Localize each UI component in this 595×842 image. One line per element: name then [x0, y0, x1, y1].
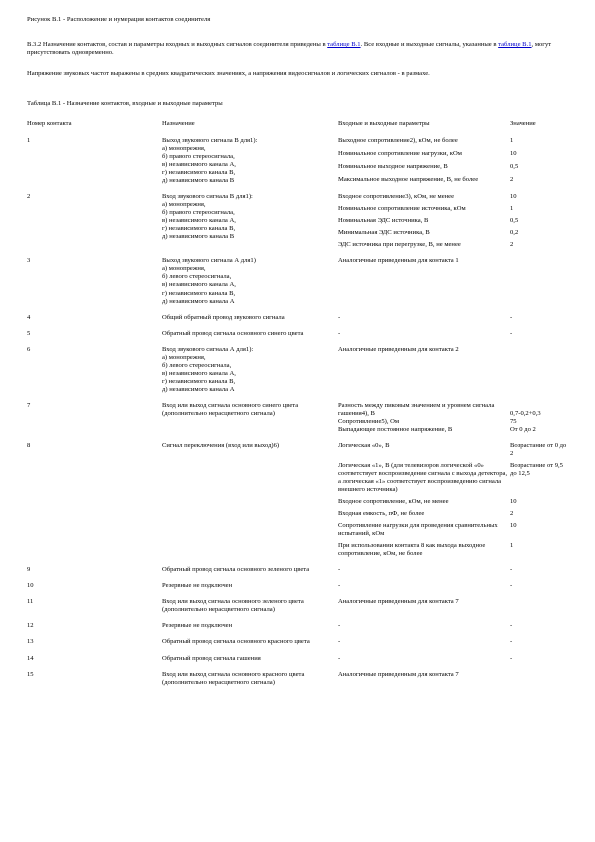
table-row [27, 598, 573, 622]
parameter-value: 10 [510, 193, 517, 201]
contact-purpose: Сигнал переключения (вход или выход)6) [162, 441, 280, 449]
parameter-value: 10 [510, 150, 517, 157]
parameter-value: 0,7-0,2+0,3 75 От 0 до 2 [510, 409, 541, 433]
parameter-name: - [338, 313, 341, 321]
contact-number: 6 [27, 345, 31, 353]
parameter-name: ЭДС источника при перегрузке, В, не менее [338, 241, 461, 249]
contact-purpose: Обратный провод сигнала основного зеленого цвета [162, 566, 310, 574]
parameter-name: Номинальное выходное напряжение, В [338, 162, 448, 170]
contact-purpose: Резервные не подключен [162, 582, 233, 590]
parameter-value: 0,5 [510, 162, 519, 170]
parameter-value: 10 [510, 522, 517, 530]
parameter-value: - [510, 654, 513, 662]
contact-purpose: Вход или выход сигнала основного красного цвета (дополнительно нерасцветного сигнала) [162, 670, 305, 686]
parameter-name: Аналогичные приведенным для контакта 7 [338, 670, 459, 678]
parameter-value: - [510, 313, 513, 321]
parameter-name: Логическая «1», В (для телевизоров логической «0» соответствует воспроизведение сигнала с выхода детектора, а логическая «1» соответствует воспроизведению сигнала внешнего источника) [338, 462, 508, 494]
parameter-value: 2 [510, 241, 514, 249]
parameter-value: 1 [510, 137, 514, 145]
table-header-row [27, 120, 573, 137]
table-body [27, 137, 573, 695]
contact-number: 5 [27, 329, 31, 337]
parameter-name: Выходное сопротивление2), кОм, не более [338, 137, 458, 145]
parameter-name: - [338, 622, 341, 630]
figure-caption: Рисунок В.1 - Расположение и нумерация контактов соединителя [27, 16, 211, 23]
parameter-name: - [338, 566, 341, 574]
header-value: Значение [510, 120, 536, 127]
header-contact-number: Номер контакта [27, 120, 72, 127]
header-purpose: Назначение [162, 120, 195, 127]
table-row [27, 330, 573, 346]
parameter-name: Входная емкость, пФ, не более [338, 510, 425, 518]
parameter-value: 0,5 [510, 217, 519, 225]
parameter-value: - [510, 329, 513, 337]
contact-number: 9 [27, 566, 31, 574]
contact-purpose: Обратный провод сигнала основного красного цвета [162, 638, 310, 646]
contact-number: 7 [27, 401, 31, 409]
parameter-name: Номинальная ЭДС источника, В [338, 217, 429, 225]
contact-number: 14 [27, 654, 34, 662]
parameter-value: Возрастание от 9,5 до 12,5 [510, 462, 563, 478]
parameter-value: - [510, 582, 513, 590]
intro-paragraph-1 [27, 41, 567, 57]
parameter-name: Номинальное сопротивление нагрузки, кОм [338, 150, 462, 157]
parameter-value: 1 [510, 205, 514, 213]
parameter-name: Сопротивление нагрузки для проведения сравнительных испытаний, кОм [338, 522, 498, 538]
contact-purpose: Выход звукового сигнала А для1) а) монопрежня, б) левого стереосигнала, в) независимого канала А, г) независимого канала В, д) независимого канала А [162, 257, 256, 305]
contact-purpose: Выход звукового сигнала В для1): а) монопрежня, б) правого стереосигнала, в) независимого канала А, г) независимого канала В, д) независимого канала В [162, 137, 258, 185]
table-row [27, 566, 573, 582]
table-row [27, 655, 573, 671]
table-row [27, 314, 573, 330]
contact-number: 4 [27, 313, 31, 321]
table-row [27, 137, 573, 150]
contact-purpose: Общий обратный провод звукового сигнала [162, 313, 285, 321]
parameter-name: Входное сопротивление3), кОм, не менее [338, 193, 455, 201]
parameter-value [510, 346, 573, 402]
contact-number: 8 [27, 441, 31, 449]
parameter-name: - [338, 582, 341, 590]
table-row [27, 346, 573, 402]
parameter-name: - [338, 654, 341, 662]
contact-number: 1 [27, 137, 31, 145]
intro-text-2: . Все входные и выходные сигналы, указанные в [360, 41, 499, 48]
table-row [27, 638, 573, 654]
intro-text-3: , могут присутствовать одновременно. [27, 41, 552, 57]
contact-purpose: Обратный провод сигнала основного синего цвета [162, 329, 304, 337]
contact-purpose: Вход или выход сигнала основного синего цвета (дополнительно нерасцветного сигнала) [162, 401, 299, 417]
parameter-value: 10 [510, 498, 517, 506]
intro-paragraph-2: Напряжение звуковых частот выражены в средних квадратических значениях, а напряжения видеосигналов и логических сигналов - в размахе. [27, 70, 430, 77]
parameter-value: - [510, 622, 513, 630]
contact-purpose: Вход звукового сигнала А для1): а) монопрежня, б) левого стереосигнала, в) независимого канала А, г) независимого канала В, д) независимого канала А [162, 345, 254, 393]
table-row [27, 257, 573, 313]
parameter-name: Номинальное сопротивление источника, кОм [338, 205, 466, 213]
parameter-name: Аналогичные приведенным для контакта 7 [338, 598, 459, 606]
table-b1-link-2[interactable]: таблице В.1 [498, 41, 532, 48]
parameter-value [510, 598, 573, 622]
table-row [27, 442, 573, 462]
contact-purpose: Вход звукового сигнала В для1): а) монопрежня, б) правого стереосигнала, в) независимого канала А, г) независимого канала В, д) независимого канала В [162, 193, 253, 241]
table-row [27, 582, 573, 598]
intro-text-1: В.3.2 Назначение контактов, состав и параметры входных и выходных сигналов соединителя приведены в [27, 41, 328, 48]
parameter-value [510, 257, 573, 313]
table-row [27, 622, 573, 638]
parameter-name: Минимальная ЭДС источника, В [338, 229, 430, 237]
parameter-name: Логическая «0», В [338, 441, 390, 449]
contacts-table [27, 120, 573, 695]
table-caption: Таблица В.1 - Назначение контактов, входные и выходные параметры [27, 100, 223, 107]
parameter-name: - [338, 329, 341, 337]
parameter-name: Аналогичные приведенным для контакта 2 [338, 345, 459, 353]
contact-purpose: Обратный провод сигнала гашения [162, 654, 261, 662]
contact-purpose: Резервные не подключен [162, 622, 233, 630]
parameter-value [510, 671, 573, 695]
table-row [27, 193, 573, 205]
parameter-name: Входное сопротивление, кОм, не менее [338, 498, 449, 506]
parameter-value: - [510, 566, 513, 574]
contact-number: 12 [27, 622, 34, 630]
contact-number: 15 [27, 670, 34, 678]
table-b1-link-1[interactable]: таблице В.1 [327, 41, 361, 48]
header-parameters: Входные и выходные параметры [338, 120, 430, 127]
contact-number: 13 [27, 638, 34, 646]
contact-purpose: Вход или выход сигнала основного зеленого цвета (дополнительно нерасцветного сигнала) [162, 598, 304, 614]
parameter-value: 2 [510, 510, 514, 518]
parameter-name: Максимальное выходное напряжение, В, не более [338, 175, 479, 183]
parameter-name: Аналогичные приведенным для контакта 1 [338, 257, 459, 265]
parameter-value: 0,2 [510, 229, 519, 237]
contact-number: 3 [27, 257, 31, 265]
parameter-value: 2 [510, 175, 514, 183]
parameter-name: - [338, 638, 341, 646]
table-row [27, 402, 573, 442]
parameter-value: 1 [510, 542, 514, 550]
parameter-value: - [510, 638, 513, 646]
table-row [27, 671, 573, 695]
contact-number: 2 [27, 193, 31, 201]
parameter-name: Разность между пиковым значением и уровнем сигнала гашения4), В Сопротивление5), Ом Выпадающее постоянное напряжение, В [338, 401, 495, 433]
contact-number: 10 [27, 582, 34, 590]
parameter-name: При использовании контакта 8 как выхода выходное сопротивление, кОм, не более [338, 542, 486, 558]
contact-number: 11 [27, 598, 34, 606]
parameter-value: Возрастание от 0 до 2 [510, 441, 567, 457]
